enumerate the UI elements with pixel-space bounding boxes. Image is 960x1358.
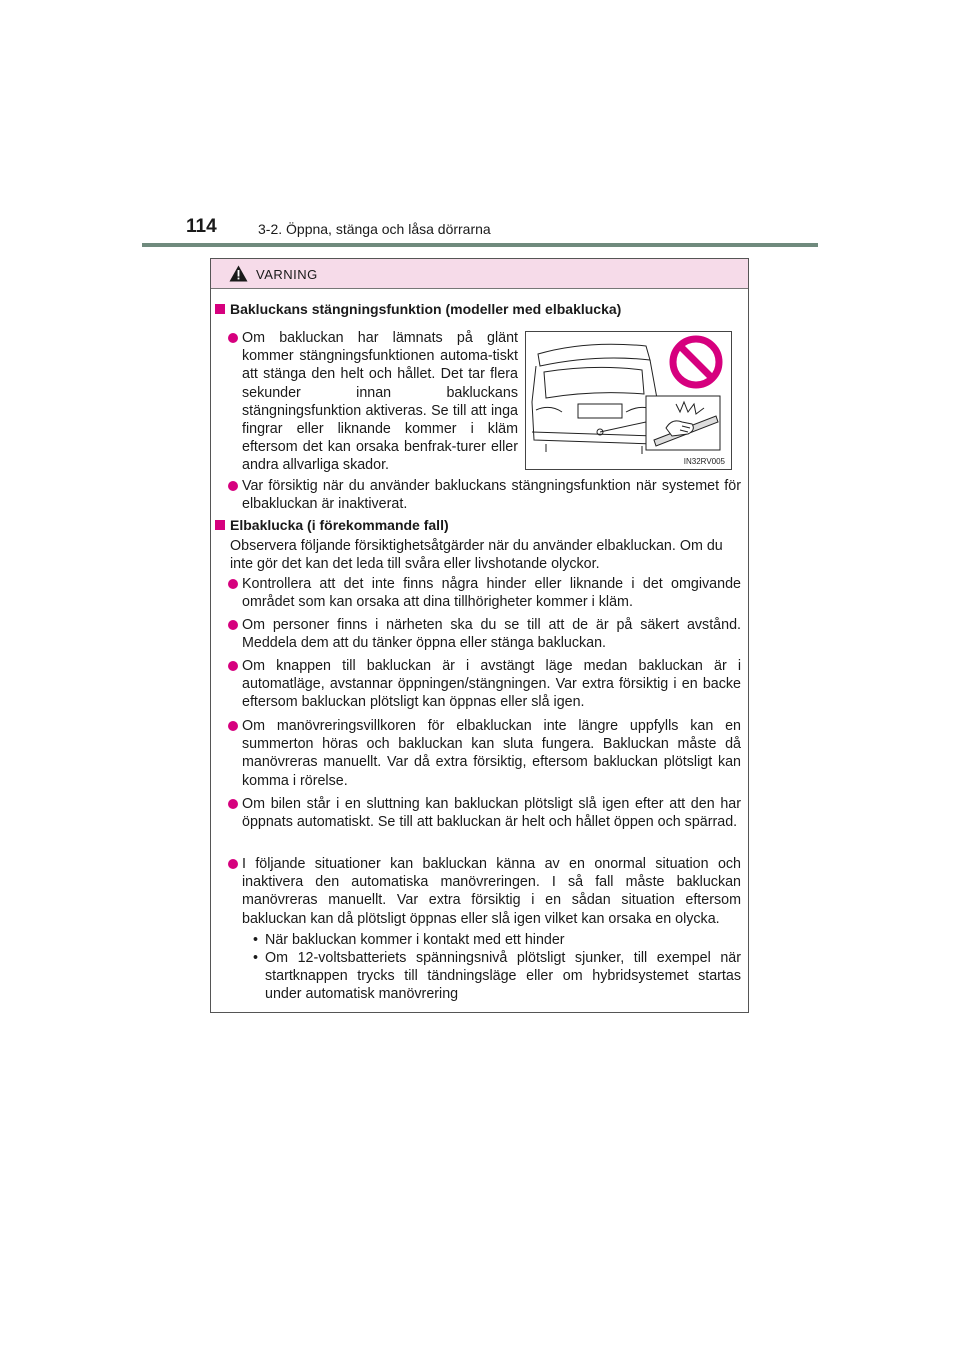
sub-list-item: • När bakluckan kommer i kontakt med ett hinder: [253, 932, 565, 948]
sub-bullet-marker: •: [253, 932, 259, 948]
list-item: Om bakluckan har lämnats på glänt kommer stängningsfunktionen automa-tiskt att stänga den helt och hållet. Det tar flera sekunder innan bakluckans stängningsfunktion aktiveras. Se till att inga fingrar eller liknande kommer i kläm eftersom det kan orsaka benfrak-turer eller andra allvarliga skador.: [228, 329, 518, 475]
section-title: 3-2. Öppna, stänga och låsa dörrarna: [258, 221, 491, 237]
no-entry-icon: [673, 339, 719, 385]
section-intro: Observera följande försiktighetsåtgärder när du använder elbakluckan. Om du inte gör det kan det leda till svåra eller livshotande olyckor.: [230, 538, 723, 573]
bullet-dot-icon: [228, 333, 238, 343]
square-bullet-icon: [215, 520, 225, 530]
page-number: 114: [186, 216, 217, 237]
bullet-dot-icon: [228, 481, 238, 491]
warning-header: [211, 259, 748, 289]
warning-box: [210, 258, 749, 1013]
section-heading-2: Elbaklucka (i förekommande fall): [215, 517, 449, 533]
tailgate-warning-illustration: [525, 331, 732, 470]
warning-icon: [229, 265, 248, 282]
list-item: Om personer finns i närheten ska du se till att de är på säkert avstånd. Meddela dem att du tänker öppna eller stänga bakluckan.: [228, 616, 741, 652]
list-item: Var försiktig när du använder bakluckans stängningsfunktion när systemet för elbakluckan är inaktiverat.: [228, 477, 741, 513]
sub-bullet-marker: •: [253, 950, 259, 966]
list-item: I följande situationer kan bakluckan känna av en onormal situation och inaktivera den automatiska manövreringen. I så fall måste bakluckan manövreras manuellt. Var extra försiktig i en sådan situation eftersom bakluckan kan då plötsligt öppnas eller slå igen vilket kan orsaka en olycka.: [228, 855, 741, 928]
bullet-dot-icon: [228, 579, 238, 589]
square-bullet-icon: [215, 304, 225, 314]
section-heading-1: Bakluckans stängningsfunktion (modeller med elbaklucka): [215, 301, 621, 317]
bullet-dot-icon: [228, 661, 238, 671]
list-item: Om bilen står i en sluttning kan bakluckan plötsligt slå igen efter att den har öppnats automatiskt. Se till att bakluckan är helt och hållet öppen och spärrad.: [228, 795, 741, 831]
header-rule: [142, 243, 818, 247]
bullet-dot-icon: [228, 620, 238, 630]
list-item: Om manövreringsvillkoren för elbakluckan inte längre uppfylls kan en summerton höras och bakluckan kan sluta fungera. Bakluckan måste då manövreras manuellt. Var då extra försiktig, eftersom bakluckan plötsligt kan komma i rörelse.: [228, 717, 741, 790]
list-item: Kontrollera att det inte finns några hinder eller liknande i det omgivande området som kan orsaka att dina tillhörigheter kommer i kläm.: [228, 575, 741, 611]
bullet-dot-icon: [228, 721, 238, 731]
bullet-dot-icon: [228, 799, 238, 809]
car-rear-illustration: [526, 332, 731, 469]
pinched-hand-icon: [646, 396, 720, 450]
list-item: Om knappen till bakluckan är i avstängt läge medan bakluckan är i automatläge, avstannar öppningen/stängningen. Var extra försiktig i en backe eftersom bakluckan plötsligt kan öppnas eller slå igen.: [228, 657, 741, 712]
sub-list-item: • Om 12-voltsbatteriets spänningsnivå plötsligt sjunker, till exempel när startknappen trycks till tändningsläge eller om hybridsystemet startas under automatisk manövrering: [253, 950, 741, 1003]
figure-code: IN32RV005: [683, 457, 725, 466]
warning-label: VARNING: [256, 267, 318, 282]
bullet-dot-icon: [228, 859, 238, 869]
